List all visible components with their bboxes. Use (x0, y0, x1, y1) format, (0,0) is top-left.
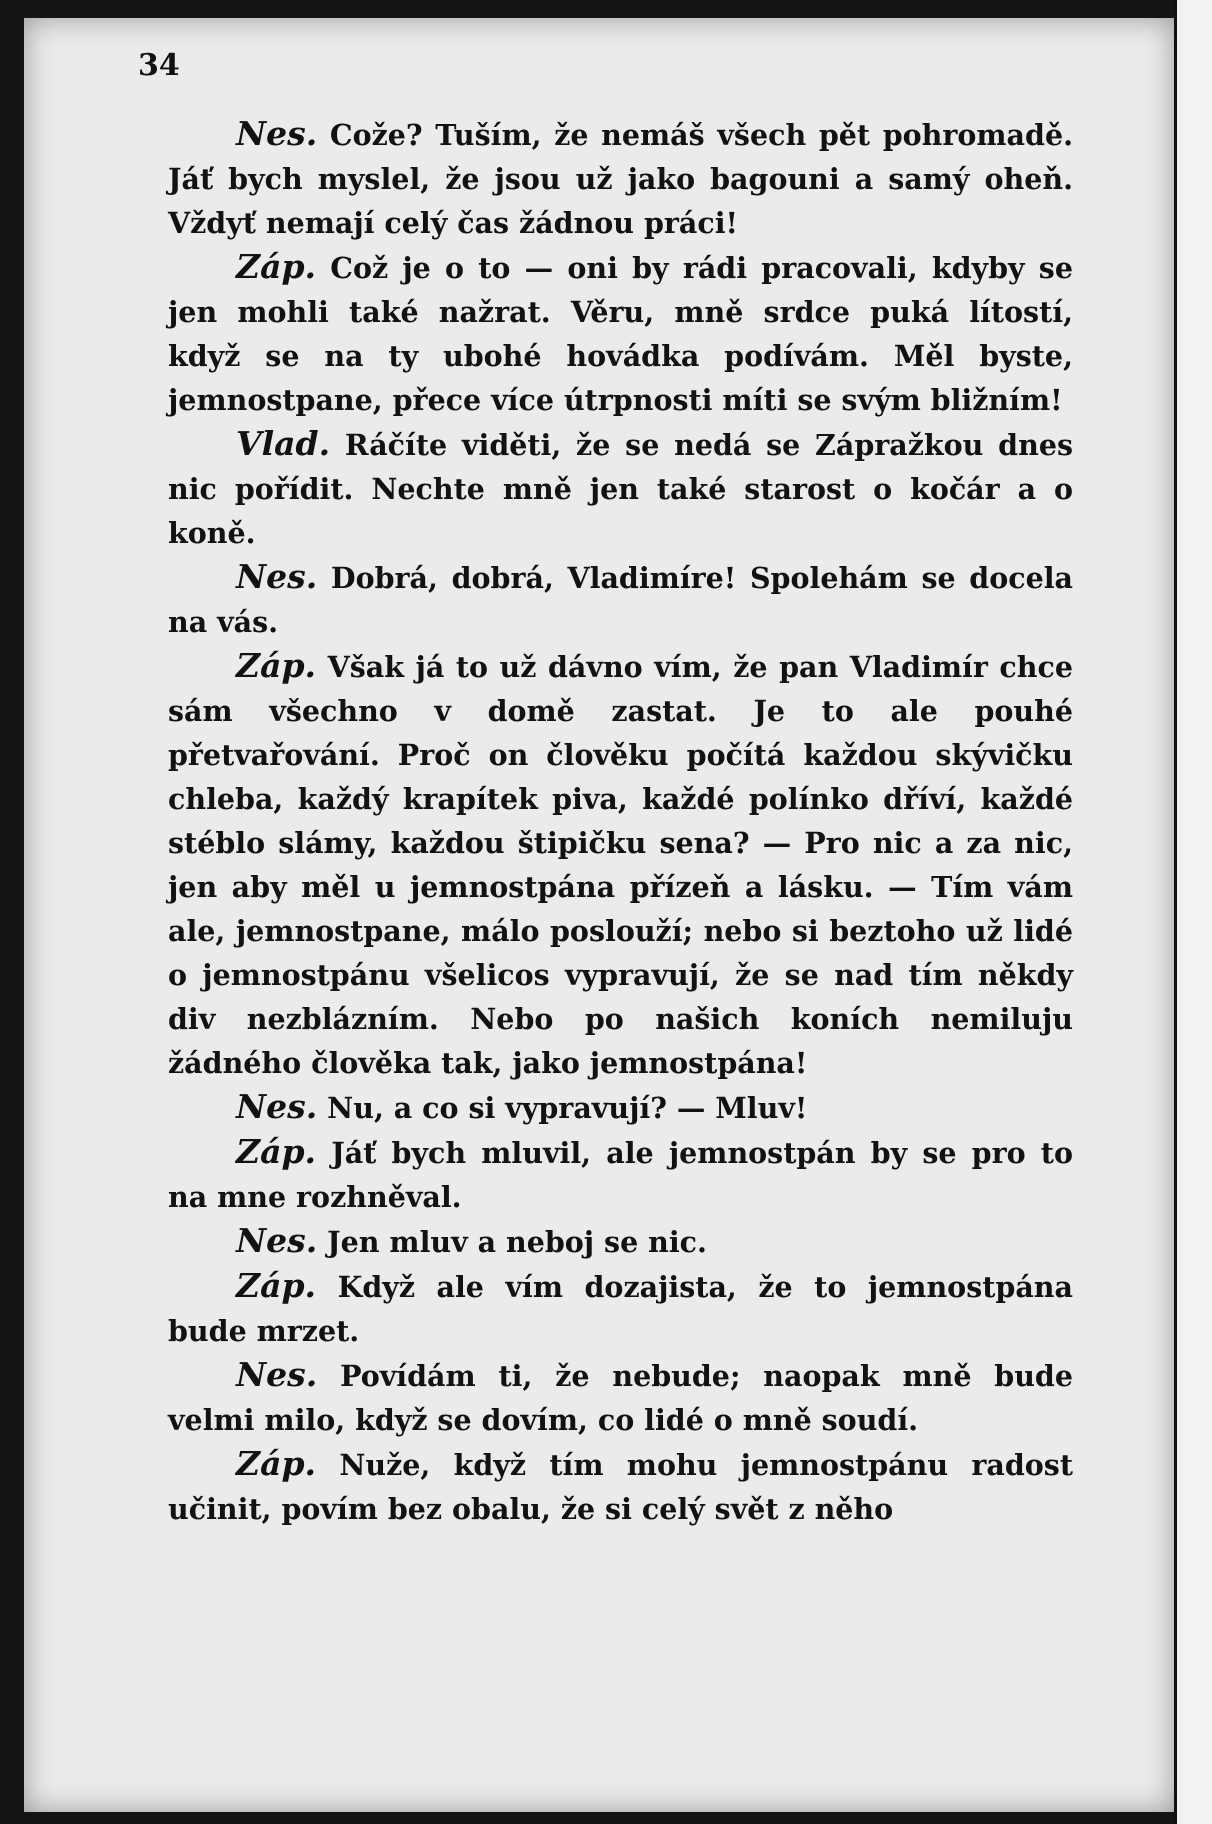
speaker-name: Záp. (236, 1444, 317, 1483)
dialogue-text: Povídám ti, že nebude; naopak mně bude velmi milo, když se dovím, co lidé o mně soudí. (168, 1359, 1073, 1437)
dialogue-paragraph (168, 422, 1073, 555)
speaker-name: Nes. (236, 114, 318, 153)
dialogue-paragraph (168, 644, 1073, 1085)
speaker-name: Záp. (236, 247, 317, 286)
scan-edge (1174, 0, 1212, 1824)
dialogue-text: Jáť bych mluvil, ale jemnostpán by se pro to na mne rozhněval. (168, 1136, 1073, 1214)
body-text (168, 112, 1073, 1531)
speaker-name: Záp. (236, 646, 317, 685)
dialogue-text: Nu, a co si vypravují? — Mluv! (327, 1091, 808, 1125)
dialogue-text: Však já to už dávno vím, že pan Vladimír chce sám všechno v domě zastat. Je to ale pouhé přetvařování. Proč on člověku počítá každou skývičku chleba, každý krapítek piva, každé polínko dříví, každé stéblo slámy, každou štipičku sena? — Pro nic a za nic, jen aby měl u jemnostpána přízeň a lásku. — Tím vám ale, jemnostpane, málo poslouží; nebo si beztoho už lidé o jemnostpánu všelicos vypravují, že se nad tím někdy div nezblázním. Nebo po našich koních nemiluju žádného člověka tak, jako jemnostpána! (168, 650, 1073, 1080)
speaker-name: Vlad. (236, 424, 331, 463)
dialogue-text: Když ale vím dozajista, že to jemnostpána bude mrzet. (168, 1270, 1073, 1348)
dialogue-text: Ráčíte viděti, že se nedá se Zápražkou dnes nic pořídit. Nechte mně jen také starost o kočár a o koně. (168, 428, 1073, 550)
dialogue-text: Což je o to — oni by rádi pracovali, kdyby se jen mohli také nažrat. Věru, mně srdce puká lítostí, když se na ty ubohé hovádka podívám. Měl byste, jemnostpane, přece více útrpnosti míti se svým bližním! (168, 251, 1073, 417)
dialogue-paragraph (168, 245, 1073, 422)
page-number: 34 (138, 48, 180, 83)
dialogue-text: Cože? Tuším, že nemáš všech pět pohromadě. Jáť bych myslel, že jsou už jako bagouni a samý oheň. Vždyť nemají celý čas žádnou práci! (168, 118, 1073, 240)
speaker-name: Nes. (236, 557, 318, 596)
dialogue-paragraph (168, 1353, 1073, 1442)
speaker-name: Nes. (236, 1087, 318, 1126)
dialogue-paragraph (168, 1130, 1073, 1219)
speaker-name: Nes. (236, 1221, 318, 1260)
dialogue-paragraph (168, 1442, 1073, 1531)
dialogue-text: Jen mluv a neboj se nic. (327, 1225, 707, 1259)
dialogue-text: Nuže, když tím mohu jemnostpánu radost učinit, povím bez obalu, že si celý svět z něho (168, 1448, 1073, 1526)
dialogue-text: Dobrá, dobrá, Vladimíre! Spolehám se docela na vás. (168, 561, 1073, 639)
dialogue-paragraph (168, 112, 1073, 245)
dialogue-paragraph (168, 555, 1073, 644)
speaker-name: Nes. (236, 1355, 318, 1394)
speaker-name: Záp. (236, 1132, 317, 1171)
dialogue-paragraph (168, 1219, 1073, 1264)
dialogue-paragraph (168, 1264, 1073, 1353)
speaker-name: Záp. (236, 1266, 317, 1305)
dialogue-paragraph (168, 1085, 1073, 1130)
